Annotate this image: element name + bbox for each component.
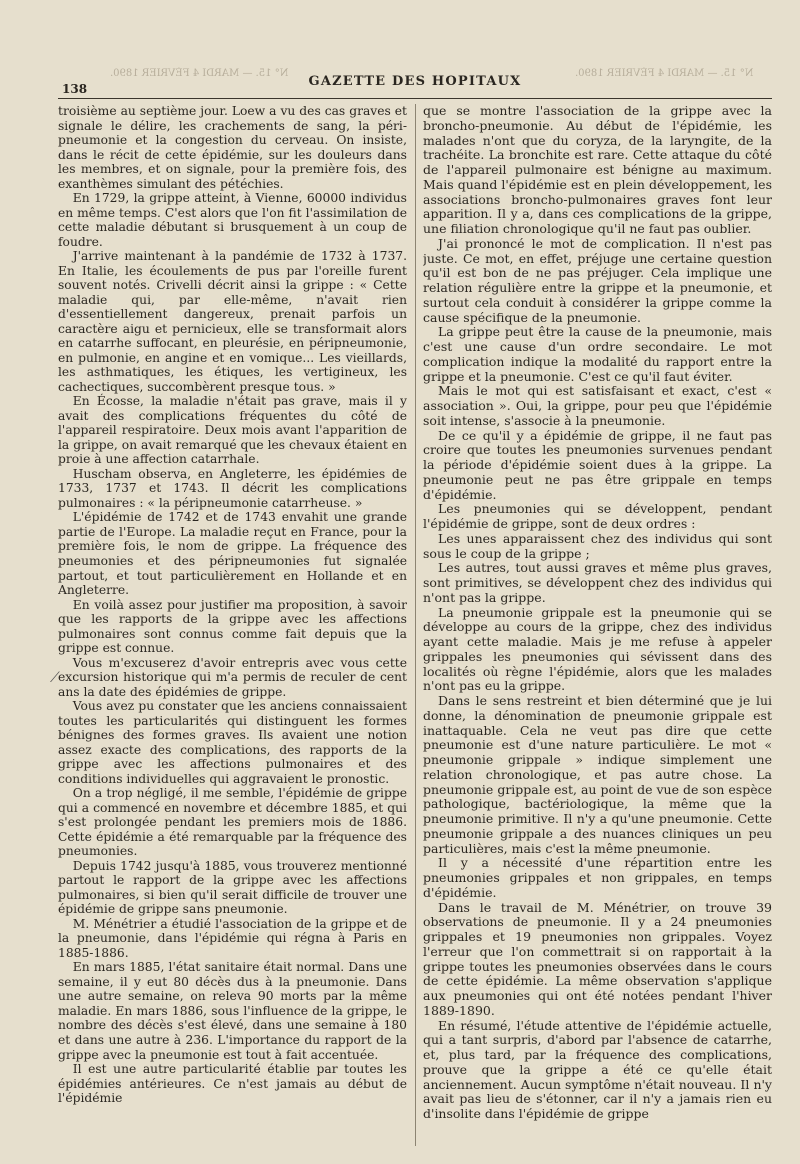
page-header [58,68,772,99]
paragraph: Depuis 1742 jusqu'à 1885, vous trouverez mentionné partout le rapport de la grippe avec les affections pulmonaires, si bien qu'il serait difficile de trouver une épidémie de grippe sans pneumonie. [58,858,407,917]
margin-mark: ⟋ [50,670,60,686]
paragraph: En 1729, la grippe atteint, à Vienne, 60000 individus en même temps. C'est alors que l'on fit l'assimilation de cette maladie débutant si brusquement à un coup de foudre. [58,191,407,249]
journal-title: GAZETTE DES HOPITAUX [308,74,522,89]
paragraph: Dans le sens restreint et bien déterminé que je lui donne, la dénomination de pneumonie grippale est inattaquable. Cela ne veut pas dire que cette pneumonie est d'une nature particulière. Le mot « pneumonie grippale » indique simplement une relation chronologique, et pas autre chose. La pneumonie grippale est, au point de vue de son espèce pathologique, bactériologique, la même que la pneumonie primitive. Il n'y a qu'une pneumonie. Cette pneumonie grippale a des nuances cliniques un peu particulières, mais c'est la même pneumonie. [423,693,772,856]
paragraph: que se montre l'association de la grippe avec la broncho-pneumonie. Au début de l'épidémie, les malades n'ont que du coryza, de la laryngite, de la trachéite. La bronchite est rare. Cette attaque du côté de l'appareil pulmonaire est bénigne au maximum. Mais quand l'épidémie est en plein développement, les associations broncho-pulmonaires graves font leur apparition. Il y a, dans ces complications de la grippe, une filiation chronologique qu'il ne faut pas oublier. [423,104,772,236]
paragraph: On a trop négligé, il me semble, l'épidémie de grippe qui a commencé en novembre et décembre 1885, et qui s'est prolongée pendant les premiers mois de 1886. Cette épidémie a été remarquable par la fréquence des pneumonies. [58,786,407,859]
paragraph: Les unes apparaissent chez des individus qui sont sous le coup de la grippe ; [423,530,772,561]
page-number: 138 [62,82,88,96]
paragraph: Vous m'excuserez d'avoir entrepris avec vous cette excursion historique qui m'a permis de reculer de cent ans la date des épidémies de grippe. [58,655,407,699]
paragraph: Mais le mot qui est satisfaisant et exact, c'est « association ». Oui, la grippe, pour peu que l'épidémie soit intense, s'associe à la pneumonie. [423,383,772,428]
paragraph: J'ai prononcé le mot de complication. Il n'est pas juste. Ce mot, en effet, préjuge une certaine question qu'il est bon de ne pas préjuger. Cela implique une relation régulière entre la grippe et la pneumonie, et surtout cela conduit à considérer la grippe comme la cause spécifique de la pneumonie. [423,235,772,325]
paragraph: J'arrive maintenant à la pandémie de 1732 à 1737. En Italie, les écoulements de pus par l'oreille furent souvent notés. Crivelli décrit ainsi la grippe : « Cette maladie qui, par elle-même, n'avait rien d'essentiellement dangereux, prenait parfois un caractère aigu et pernicieux, elle se transformait alors en catarrhe suffocant, en pleurésie, en péripneumonie, en pulmonie, en angine et en vomique... Les vieillards, les asthmatiques, les étiques, les vertigineux, les cachectiques, succombèrent presque tous. » [58,249,407,394]
paragraph: L'épidémie de 1742 et de 1743 envahit une grande partie de l'Europe. La maladie reçut en France, pour la première fois, le nom de grippe. La fréquence des pneumonies et des péripneumonies fut signalée partout, et tout particulièrement en Hollande et en Angleterre. [58,510,407,598]
paragraph: La grippe peut être la cause de la pneumonie, mais c'est une cause d'un ordre secondaire. Le mot complication indique la modalité du rapport entre la grippe et la pneumonie. C'est ce qu'il faut éviter. [423,324,772,384]
article-body [58,104,772,1146]
paragraph: Dans le travail de M. Ménétrier, on trouve 39 observations de pneumonie. Il y a 24 pneumonies grippales et 19 pneumonies non grippales. Voyez l'erreur que l'on commettrait si on rapportait à la grippe toutes les pneumonies observées dans le cours de cette épidémie. La même observation s'applique aux pneumonies qui ont été notées pendant l'hiver 1889-1890. [423,899,772,1018]
paragraph: De ce qu'il y a épidémie de grippe, il ne faut pas croire que toutes les pneumonies survenues pendant la période d'épidémie soient dues à la grippe. La pneumonie peut ne pas être grippale en temps d'épidémie. [423,427,772,502]
paragraph: En voilà assez pour justifier ma proposition, à savoir que les rapports de la grippe avec les affections pulmonaires sont connus comme fait depuis que la grippe est connue. [58,597,407,656]
paragraph: Il est une autre particularité établie par toutes les épidémies antérieures. Ce n'est jamais au début de l'épidémie [58,1062,407,1106]
paragraph: Les pneumonies qui se développent, pendant l'épidémie de grippe, sont de deux ordres : [423,501,772,531]
bleed-through-text: N° 15. — MARDI 4 FÉVRIER 1890. [110,68,289,79]
paragraph: En mars 1885, l'état sanitaire était normal. Dans une semaine, il y eut 80 décès dus à la pneumonie. Dans une autre semaine, on releva 90 morts par la même maladie. En mars 1886, sous l'influence de la grippe, le nombre des décès s'est élevé, dans une semaine à 180 et dans une autre à 236. L'importance du rapport de la grippe avec la pneumonie est tout à fait accentuée. [58,960,407,1062]
paragraph: Les autres, tout aussi graves et même plus graves, sont primitives, se développent chez des individus qui n'ont pas la grippe. [423,560,772,605]
paragraph: En Écosse, la maladie n'était pas grave, mais il y avait des complications fréquentes du côté de l'appareil respiratoire. Deux mois avant l'apparition de la grippe, on avait remarqué que les chevaux étaient en proie à une affection catarrhale. [58,394,407,467]
paragraph: Vous avez pu constater que les anciens connaissaient toutes les particularités qui distinguent les formes bénignes des formes graves. Ils avaient une notion assez exacte des complications, des rapports de la grippe avec les affections pulmonaires et des conditions individuelles qui aggravaient le pronostic. [58,699,407,786]
paragraph: La pneumonie grippale est la pneumonie qui se développe au cours de la grippe, chez des individus ayant cette maladie. Mais je me refuse à appeler grippales les pneumonies qui sévissent dans des localités où règne l'épidémie, alors que les malades n'ont pas eu la grippe. [423,604,772,694]
paragraph: M. Ménétrier a étudié l'association de la grippe et de la pneumonie, dans l'épidémie qui régna à Paris en 1885-1886. [58,916,407,960]
paragraph: Huscham observa, en Angleterre, les épidémies de 1733, 1737 et 1743. Il décrit les complications pulmonaires : « la péripneumonie catarrheuse. » [58,466,407,510]
paragraph: En résumé, l'étude attentive de l'épidémie actuelle, qui a tant surpris, d'abord par l'absence de catarrhe, et, plus tard, par la fréquence des complications, prouve que la grippe a été ce qu'elle était anciennement. Aucun symptôme n'était nouveau. Il n'y avait pas lieu de s'étonner, car il n'y a jamais rien eu d'insolite dans l'épidémie de grippe [423,1017,772,1121]
bleed-through-text: N° 15. — MARDI 4 FÉVRIER 1890. [575,68,754,79]
paragraph: Il y a nécessité d'une répartition entre les pneumonies grippales et non grippales, en temps d'épidémie. [423,855,772,900]
right-column [423,104,772,1146]
paragraph: troisième au septième jour. Loew a vu des cas graves et signale le délire, les crachements de sang, la péri-pneumonie et la congestion du cerveau. On insiste, dans le récit de cette épidémie, sur les douleurs dans les membres, et on signale, pour la première fois, des exanthèmes simulant des pétéchies. [58,104,407,191]
left-column [58,104,407,1146]
